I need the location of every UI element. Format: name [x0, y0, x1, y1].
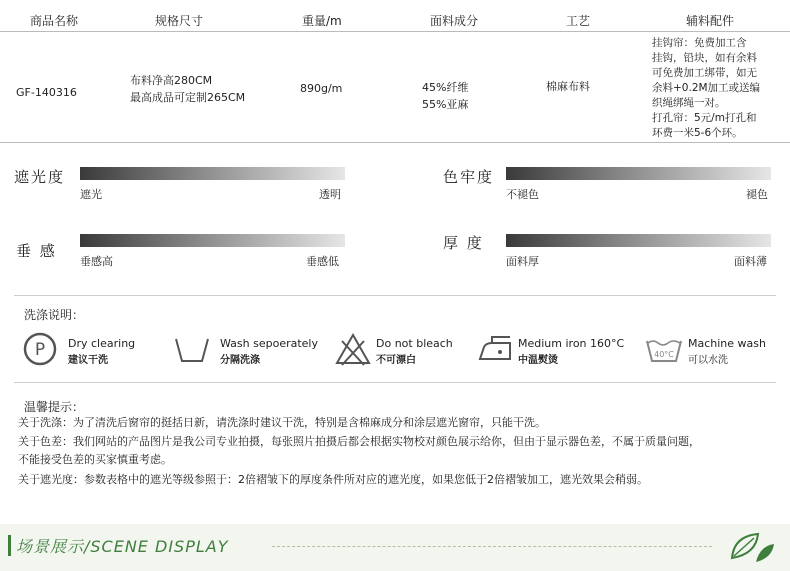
wash-basin-icon — [172, 331, 212, 367]
accessory-line: 可免费加工绑带，如无 — [652, 67, 757, 79]
machine-wash-icon — [644, 331, 684, 367]
header-spec: 规格尺寸 — [155, 14, 204, 28]
header-composition: 面料成分 — [430, 14, 479, 28]
iron-icon — [476, 331, 516, 367]
care-label-en: Machine wash — [688, 337, 766, 350]
note-line: 关于遮光度：参数表格中的遮光等级参照于：2倍褶皱下的厚度条件所对应的遮光度，如果您低于2倍褶皱加工，遮光效果会稍弱。 — [18, 473, 648, 486]
rating-gradient-bar — [506, 234, 771, 247]
svg-text:P: P — [34, 340, 46, 360]
wash-temp-label: 40°C — [654, 350, 674, 359]
rating-gradient-bar — [506, 167, 771, 180]
care-label-cn: 不可漂白 — [376, 355, 416, 366]
notes-title: 温馨提示： — [24, 400, 85, 414]
accessory-line: 挂钩，铅块，如有余料 — [652, 52, 757, 64]
rating-title: 垂 感 — [16, 242, 57, 260]
header-accessories: 辅料配件 — [686, 14, 735, 28]
care-label-cn: 可以水洗 — [688, 355, 728, 366]
header-weight: 重量/m — [302, 14, 342, 28]
note-line: 不能接受色差的买家慎重考虑。 — [18, 453, 172, 466]
leaf-icon — [728, 528, 778, 566]
accessory-line: 环费一米5-6个环。 — [652, 127, 743, 139]
rating-right-label: 垂感低 — [306, 255, 339, 268]
note-line: 关于色差：我们网站的产品图片是我公司专业拍摄，每张照片拍摄后都会根据实物校对颜色展示给你，但由于显示器色差，不属于质量问题， — [18, 435, 700, 448]
dry-clean-icon — [22, 331, 58, 367]
craft-value: 棉麻布料 — [546, 80, 590, 93]
section-divider — [14, 295, 776, 296]
care-label-en: Do not bleach — [376, 337, 453, 350]
care-label-cn: 建议干洗 — [68, 355, 108, 366]
care-label-cn: 中温熨烫 — [518, 355, 558, 366]
banner-title: 场景展示/SCENE DISPLAY — [16, 537, 229, 556]
rating-left-label: 面料厚 — [506, 255, 539, 268]
accessory-line: 挂钩帘：免费加工含 — [652, 37, 747, 49]
composition-cell — [422, 79, 468, 113]
spec-line: 最高成品可定制265CM — [130, 91, 246, 104]
composition-line: 55%亚麻 — [422, 98, 469, 111]
weight-value: 890g/m — [300, 82, 343, 95]
care-label-cn: 分隔洗涤 — [220, 355, 260, 366]
rating-gradient-bar — [80, 234, 345, 247]
rating-gradient-bar — [80, 167, 345, 180]
section-divider — [14, 382, 776, 383]
header-name: 商品名称 — [30, 14, 79, 28]
rating-left-label: 遮光 — [80, 188, 102, 201]
banner-accent-bar — [8, 535, 11, 556]
no-bleach-icon — [334, 331, 372, 367]
spec-line: 布料净高280CM — [130, 74, 213, 87]
rating-title: 色牢度 — [443, 168, 495, 186]
care-label-en: Medium iron 160°C — [518, 337, 625, 350]
note-line: 关于洗涤：为了清洗后窗帘的挺括日新，请洗涤时建议干洗，特别是含棉麻成分和涂层遮光窗帘，只能干洗。 — [18, 416, 546, 429]
banner-dashed-line — [272, 546, 712, 547]
accessories-cell — [652, 36, 760, 141]
care-label-en: Dry clearing — [68, 337, 136, 350]
care-title: 洗涤说明： — [24, 308, 85, 322]
care-label-en: Wash sepoerately — [220, 337, 319, 350]
composition-line: 45%纤维 — [422, 81, 469, 94]
product-code: GF-140316 — [16, 86, 77, 99]
rating-right-label: 透明 — [319, 188, 341, 201]
rating-right-label: 褪色 — [746, 188, 768, 201]
table-divider — [0, 31, 790, 32]
rating-title: 厚 度 — [443, 234, 484, 252]
rating-right-label: 面料薄 — [734, 255, 767, 268]
header-craft: 工艺 — [566, 14, 591, 28]
accessory-line: 余料+0.2M加工或送编 — [652, 82, 761, 94]
table-bottom-divider — [0, 142, 790, 143]
rating-title: 遮光度 — [14, 168, 66, 186]
accessory-line: 织绳绑绳一对。 — [652, 97, 726, 109]
accessory-line: 打孔帘：5元/m打孔和 — [652, 112, 757, 124]
rating-left-label: 不褪色 — [506, 188, 539, 201]
spec-cell — [130, 72, 245, 106]
rating-left-label: 垂感高 — [80, 255, 113, 268]
